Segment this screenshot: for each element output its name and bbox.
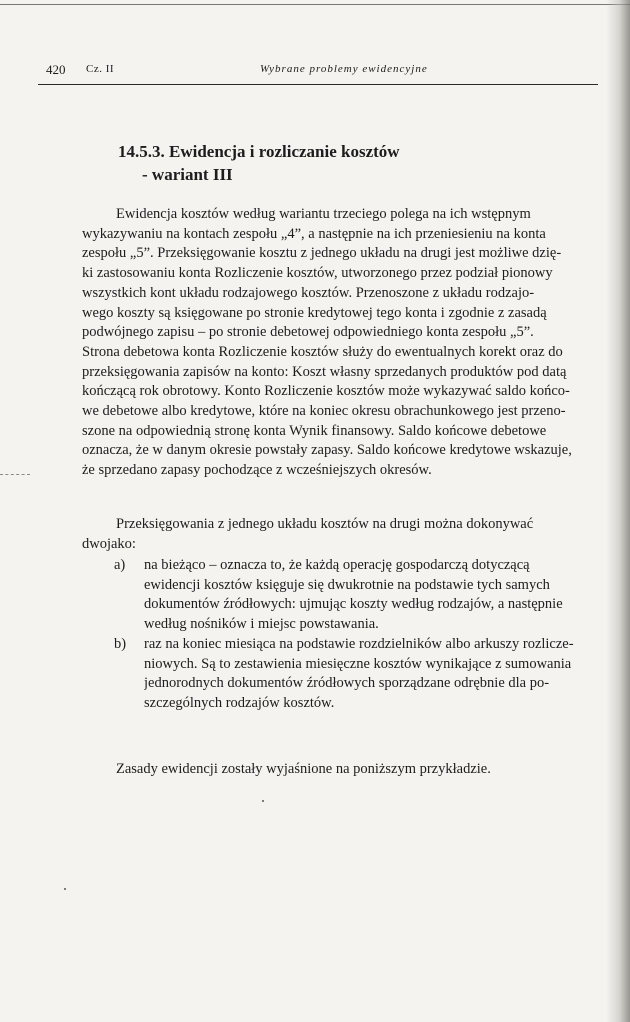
list-item-line: jednorodnych dokumentów źródłowych sporządzane odrębnie dla po- bbox=[144, 675, 550, 692]
paragraph-line: oznacza, że w danym okresie powstały zapasy. Saldo końcowe kredytowe wskazuje, bbox=[82, 442, 572, 459]
paragraph-line: zespołu „5”. Przeksięgowanie kosztu z jednego układu na drugi jest możliwe dzię- bbox=[82, 245, 562, 262]
section-title-line1: Ewidencja i rozliczanie kosztów bbox=[169, 142, 400, 161]
paragraph-line: przeksięgowania zapisów na konto: Koszt własny sprzedanych produktów pod datą bbox=[82, 363, 567, 380]
list-item-line: na bieżąco – oznacza to, że każdą operację gospodarczą dotyczącą bbox=[144, 557, 530, 573]
paragraph-line: wszystkich kont układu rodzajowego kosztów. Przenoszone z układu rodzajo- bbox=[82, 284, 535, 301]
top-edge-line bbox=[0, 4, 630, 5]
paragraph-line: wykazywaniu na kontach zespołu „4”, a następnie na ich przeniesieniu na konta bbox=[82, 225, 546, 242]
paragraph-line: kończącą rok obrotowy. Konto Rozliczenie kosztów może wykazywać saldo końco- bbox=[82, 383, 570, 400]
running-title: Wybrane problemy ewidencyjne bbox=[260, 63, 428, 75]
paragraph-line: podwójnego zapisu – po stronie debetowej odpowiedniego konta zespołu „5”. bbox=[82, 324, 534, 341]
section-number: 14.5.3. bbox=[118, 142, 165, 161]
list-item-line: ewidencji kosztów księguje się dwukrotnie na podstawie tych samych bbox=[144, 576, 550, 593]
scan-speck bbox=[262, 800, 264, 802]
paragraph-line: ki zastosowaniu konta Rozliczenie kosztów, utworzonego przez podział pionowy bbox=[82, 265, 553, 282]
list-item-line: dokumentów źródłowych: ujmując koszty według rodzajów, a następnie bbox=[144, 596, 563, 613]
list-item bbox=[82, 556, 610, 635]
page-number: 420 bbox=[46, 62, 66, 77]
paragraph-1 bbox=[82, 205, 610, 481]
scan-speck bbox=[64, 888, 66, 890]
list-marker: b) bbox=[114, 635, 127, 652]
paragraph-line: dwojako: bbox=[82, 535, 136, 552]
list-item bbox=[82, 635, 610, 714]
list-marker: a) bbox=[114, 557, 126, 573]
paragraph-line: Strona debetowa konta Rozliczenie kosztów służy do ewentualnych korekt oraz do bbox=[82, 343, 563, 360]
paragraph-line: Ewidencja kosztów według wariantu trzeciego polega na ich wstępnym bbox=[116, 206, 531, 222]
section-heading bbox=[118, 140, 458, 186]
running-header bbox=[38, 62, 598, 85]
list-item-line: szczególnych rodzajów kosztów. bbox=[144, 694, 335, 711]
paragraph-line: wego koszty są księgowane po stronie kredytowej tego konta i zgodnie z zasadą bbox=[82, 304, 547, 321]
paragraph-3 bbox=[82, 760, 610, 780]
list-item-line: raz na koniec miesiąca na podstawie rozdzielników albo arkuszy rozlicze- bbox=[144, 635, 574, 652]
paragraph-line: szone na odpowiednią stronę konta Wynik finansowy. Saldo końcowe debetowe bbox=[82, 422, 547, 439]
section-title-line2: - wariant III bbox=[142, 165, 233, 184]
paragraph-line: Zasady ewidencji zostały wyjaśnione na poniższym przykładzie. bbox=[116, 761, 491, 777]
chapter-label: Cz. II bbox=[86, 63, 115, 75]
method-list bbox=[82, 556, 610, 714]
paragraph-line: że sprzedano zapasy pochodzące z wcześniejszych okresów. bbox=[82, 462, 432, 479]
binding-shadow bbox=[606, 0, 630, 1022]
paragraph-2 bbox=[82, 515, 610, 554]
list-item-line: niowych. Są to zestawienia miesięczne kosztów wynikające z sumowania bbox=[144, 655, 572, 672]
margin-dash-mark bbox=[0, 474, 30, 475]
paragraph-line: we debetowe albo kredytowe, które na koniec okresu obrachunkowego jest przeno- bbox=[82, 403, 566, 420]
list-item-line: według nośników i miejsc powstawania. bbox=[144, 616, 379, 633]
paragraph-line: Przeksięgowania z jednego układu kosztów na drugi można dokonywać bbox=[116, 516, 534, 532]
